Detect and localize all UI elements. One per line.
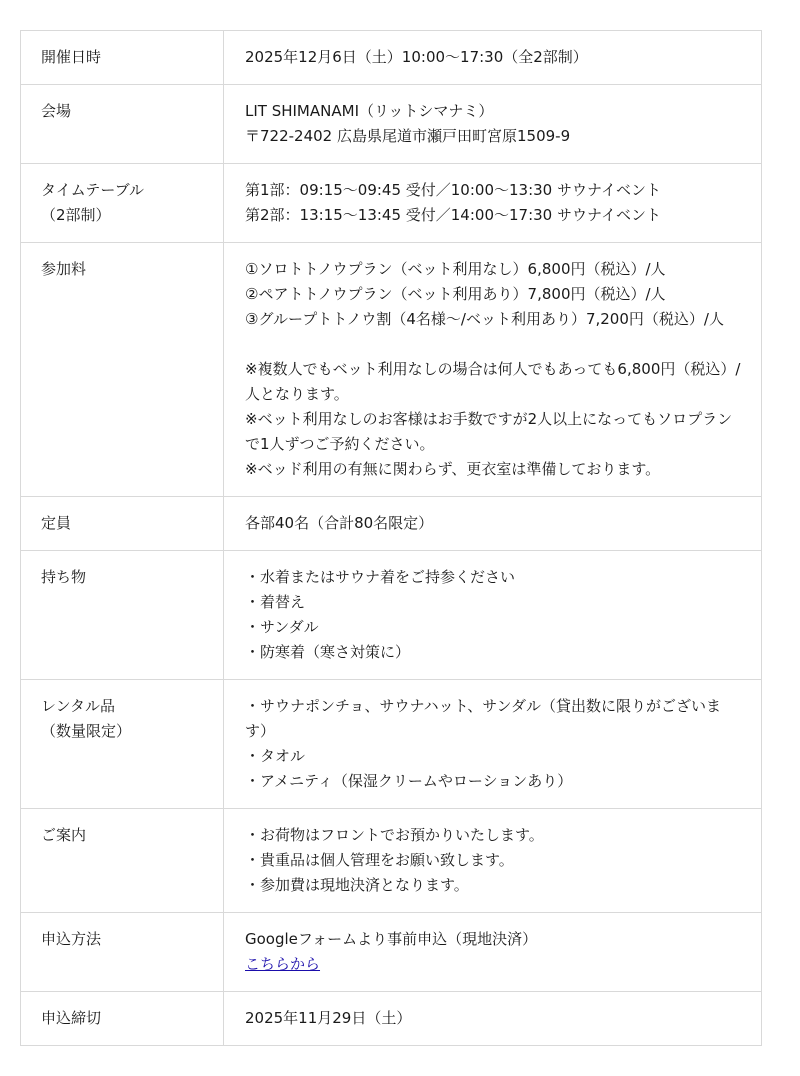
- list-item: ・サウナポンチョ、サウナハット、サンダル（貸出数に限りがございます）: [245, 697, 721, 740]
- row-date: [21, 31, 762, 85]
- session-1-text: 第1部：09:15〜09:45 受付／10:00〜13:30 サウナイベント: [245, 181, 661, 199]
- row-value: [224, 680, 762, 809]
- row-label: [21, 497, 224, 551]
- row-label: [21, 992, 224, 1046]
- label-text: タイムテーブル: [41, 181, 145, 199]
- label-text: 定員: [41, 514, 72, 532]
- row-value: [224, 497, 762, 551]
- list-item: ・タオル: [245, 747, 306, 765]
- label-text: 参加料: [41, 260, 87, 278]
- label-text: 申込方法: [41, 930, 102, 948]
- list-item: ・貴重品は個人管理をお願い致します。: [245, 851, 514, 869]
- row-value: [224, 164, 762, 243]
- value-text: 2025年12月6日（土）10:00〜17:30（全2部制）: [245, 48, 588, 66]
- fee-plan-solo: ①ソロトトノウプラン（ベット利用なし）6,800円（税込）/人: [245, 260, 666, 278]
- label-subtext: （2部制）: [41, 206, 111, 224]
- fee-note: ※ベット利用なしのお客様はお手数ですが2人以上になってもソロプランで1人ずつご予約ください。: [245, 410, 733, 453]
- row-rental: [21, 680, 762, 809]
- row-label: [21, 551, 224, 680]
- row-application-method: [21, 913, 762, 992]
- row-label: [21, 913, 224, 992]
- row-capacity: [21, 497, 762, 551]
- value-text: 各部40名（合計80名限定）: [245, 514, 434, 532]
- row-timetable: [21, 164, 762, 243]
- row-label: [21, 809, 224, 913]
- label-text: 申込締切: [41, 1009, 102, 1027]
- fee-plan-pair: ②ペアトトノウプラン（ベット利用あり）7,800円（税込）/人: [245, 285, 666, 303]
- row-venue: [21, 85, 762, 164]
- row-label: [21, 164, 224, 243]
- row-label: [21, 243, 224, 497]
- link-line: [245, 952, 741, 977]
- row-deadline: [21, 992, 762, 1046]
- row-value: [224, 992, 762, 1046]
- list-item: ・防寒着（寒さ対策に）: [245, 643, 411, 661]
- label-text: 開催日時: [41, 48, 102, 66]
- row-value: [224, 243, 762, 497]
- session-2-text: 第2部：13:15〜13:45 受付／14:00〜17:30 サウナイベント: [245, 206, 661, 224]
- label-text: ご案内: [41, 826, 87, 844]
- row-fee: [21, 243, 762, 497]
- fee-plan-group: ③グループトトノウ割（4名様〜/ベット利用あり）7,200円（税込）/人: [245, 310, 724, 328]
- venue-name: LIT SHIMANAMI（リットシマナミ）: [245, 102, 494, 120]
- label-text: 会場: [41, 102, 72, 120]
- list-item: ・着替え: [245, 593, 306, 611]
- list-item: ・サンダル: [245, 618, 319, 636]
- value-text: 2025年11月29日（土）: [245, 1009, 412, 1027]
- list-item: ・お荷物はフロントでお預かりいたします。: [245, 826, 544, 844]
- list-item: ・参加費は現地決済となります。: [245, 876, 469, 894]
- row-value: [224, 85, 762, 164]
- venue-address: 〒722-2402 広島県尾道市瀬戸田町宮原1509-9: [245, 127, 571, 145]
- label-subtext: （数量限定）: [41, 722, 132, 740]
- row-value: [224, 551, 762, 680]
- spacer: [245, 332, 741, 357]
- value-text: Googleフォームより事前申込（現地決済）: [245, 930, 538, 948]
- event-info-table: [20, 30, 762, 1046]
- row-guidance: [21, 809, 762, 913]
- label-text: 持ち物: [41, 568, 87, 586]
- fee-note: ※ベッド利用の有無に関わらず、更衣室は準備しております。: [245, 460, 661, 478]
- fee-note: ※複数人でもベット利用なしの場合は何人でもあっても6,800円（税込）/人となります。: [245, 360, 741, 403]
- label-text: レンタル品: [41, 697, 116, 715]
- row-value: [224, 913, 762, 992]
- row-label: [21, 85, 224, 164]
- list-item: ・アメニティ（保湿クリームやローションあり）: [245, 772, 573, 790]
- row-label: [21, 31, 224, 85]
- list-item: ・水着またはサウナ着をご持参ください: [245, 568, 516, 586]
- row-label: [21, 680, 224, 809]
- row-belongings: [21, 551, 762, 680]
- row-value: [224, 809, 762, 913]
- application-form-link[interactable]: こちらから: [245, 955, 321, 973]
- row-value: [224, 31, 762, 85]
